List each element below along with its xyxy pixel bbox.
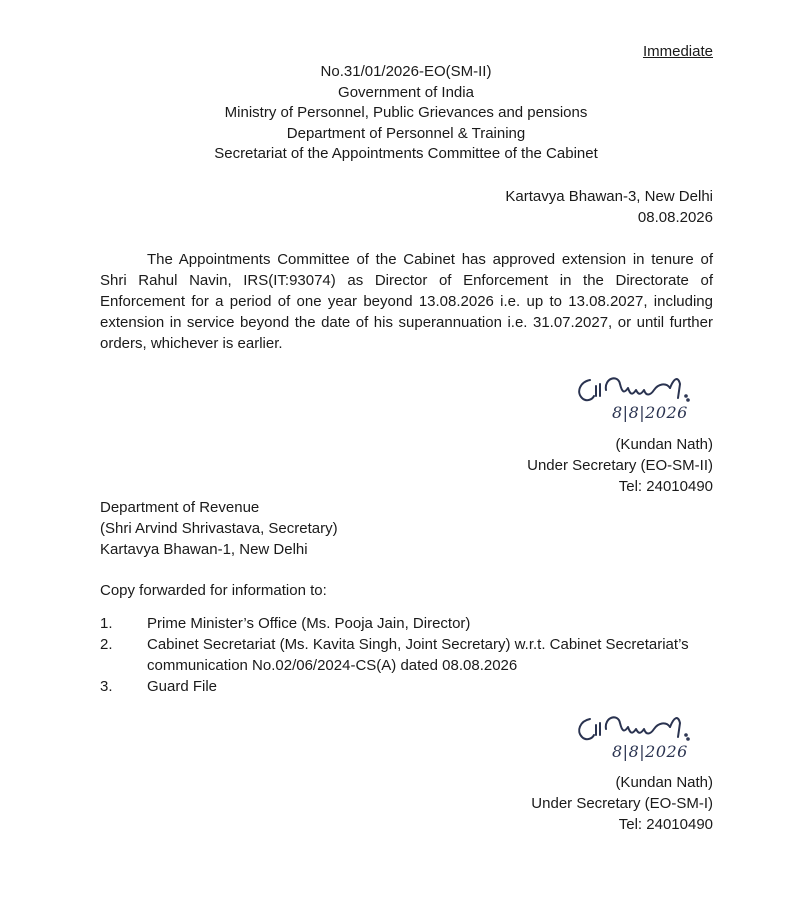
signatory-block-2 (531, 772, 713, 835)
issue-location: Kartavya Bhawan-3, New Delhi (505, 188, 713, 205)
list-item (100, 676, 720, 697)
signatory-telephone: Tel: 24010490 (618, 816, 713, 833)
list-item-text: communication No.02/06/2024-CS(A) dated 08.08.2026 (147, 657, 518, 674)
copy-recipient-list (100, 613, 720, 697)
list-item-number: 3. (100, 678, 113, 695)
signatory-telephone: Tel: 24010490 (618, 478, 713, 495)
signature-date: 8|8|2026 (612, 742, 688, 761)
department-name: Department of Personnel & Training (286, 124, 526, 142)
list-item-text: Prime Minister’s Office (Ms. Pooja Jain, Director) (147, 615, 471, 632)
signatory-designation: Under Secretary (EO-SM-II) (527, 457, 713, 474)
list-item-number: 1. (100, 615, 113, 632)
list-item-text: Cabinet Secretariat (Ms. Kavita Singh, Joint Secretary) w.r.t. Cabinet Secretariat’s (147, 636, 689, 653)
list-item (100, 634, 720, 676)
order-paragraph: The Appointments Committee of the Cabinet has approved extension in tenure of Shri Rahul Navin, IRS(IT:93074) as Director of Enforcement in the Directorate of Enforcement for a period of one year beyond 13.08.2026 i.e. up to 13.08.2027, including extension in service beyond the date of his superannuation i.e. 31.07.2027, or until further orders, whichever is earlier. (100, 251, 713, 352)
signatory-name: (Kundan Nath) (615, 436, 713, 453)
letterhead (0, 62, 812, 165)
signature-2 (574, 709, 704, 769)
signatory-designation: Under Secretary (EO-SM-I) (531, 795, 713, 812)
list-item-number: 2. (100, 636, 113, 653)
ministry-name: Ministry of Personnel, Public Grievances and pensions (224, 104, 588, 121)
addressee-officer: (Shri Arvind Shrivastava, Secretary) (100, 520, 338, 537)
signature-date: 8|8|2026 (612, 403, 688, 422)
signatory-block-1 (527, 434, 713, 497)
government-name: Government of India (338, 83, 474, 101)
addressee-department: Department of Revenue (100, 499, 260, 516)
signatory-name: (Kundan Nath) (615, 774, 713, 791)
urgency-label: Immediate (642, 43, 713, 60)
place-and-date (505, 187, 713, 228)
copy-forwarded-heading: Copy forwarded for information to: (100, 582, 327, 599)
secretariat-name: Secretariat of the Appointments Committee of the Cabinet (214, 145, 598, 162)
addressee-location: Kartavya Bhawan-1, New Delhi (100, 541, 308, 558)
file-number: No.31/01/2026-EO(SM-II) (320, 63, 492, 80)
list-item (100, 613, 720, 634)
addressee-block (100, 497, 338, 560)
signature-1 (574, 370, 704, 430)
list-item-text: Guard File (147, 678, 218, 695)
issue-date: 08.08.2026 (637, 208, 713, 226)
